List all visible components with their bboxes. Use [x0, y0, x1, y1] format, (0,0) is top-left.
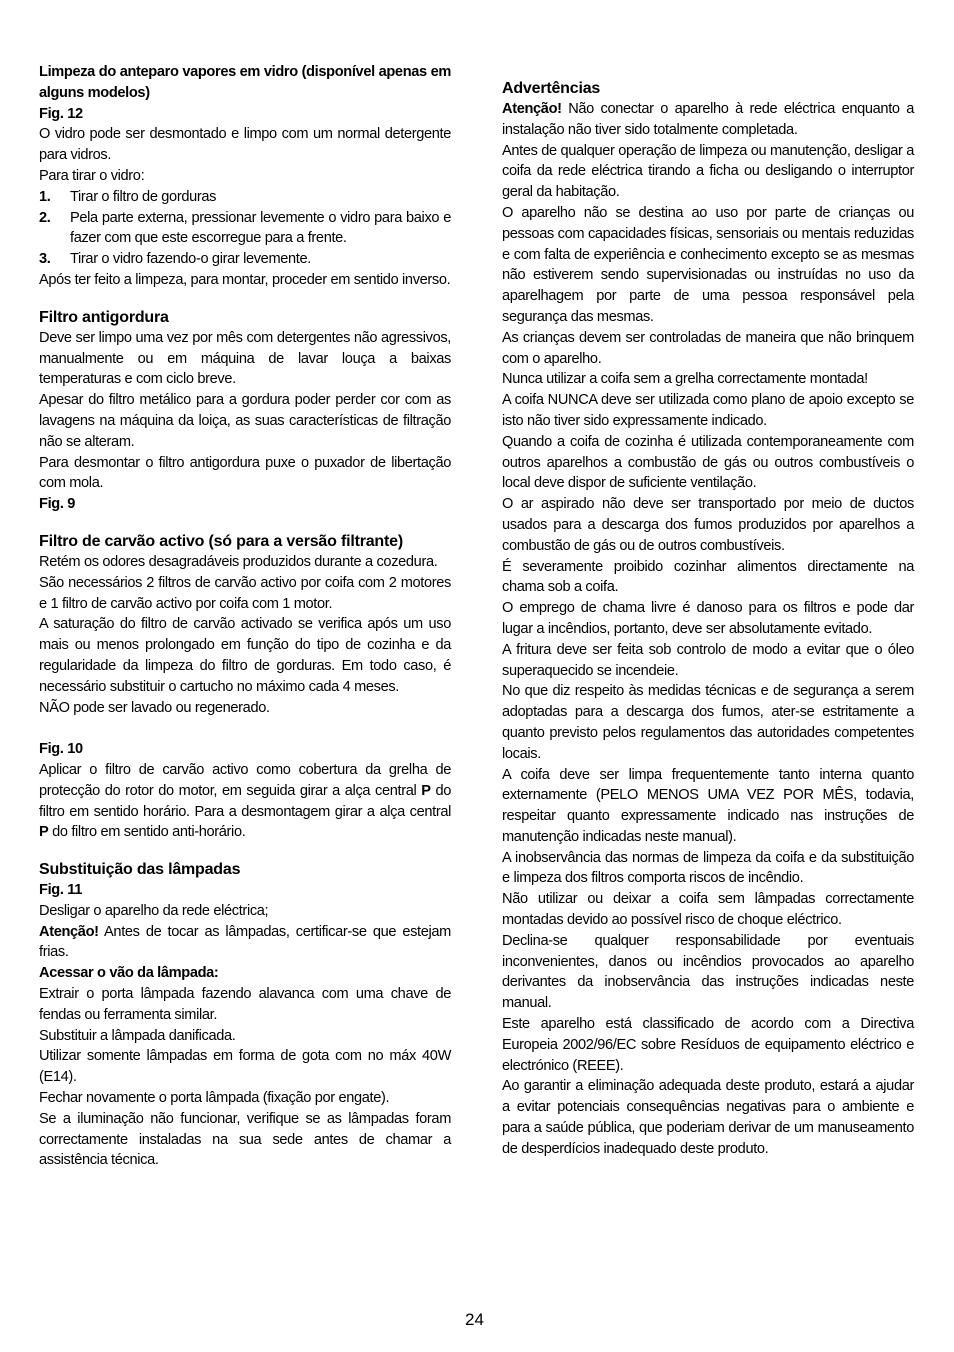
warning-paragraph: Declina-se qualquer responsabilidade por eventuais inconvenientes, danos ou incêndios provocados ao aparelho derivantes da inobservância das instruções indicadas neste manual. [502, 932, 914, 1012]
list-text: Tirar o filtro de gorduras [70, 188, 217, 205]
text-run: Aplicar o filtro de carvão activo como cobertura da grelha de protecção do rotor do motor, em seguida girar a alça central [39, 761, 451, 799]
warnings-list [502, 141, 914, 1160]
warning-paragraph: No que diz respeito às medidas técnicas e de segurança a serem adoptadas para a descarga dos fumos, ater-se estritamente a quanto previsto pelos regulamentos das autoridades competentes locais. [502, 683, 914, 762]
paragraph [502, 99, 914, 141]
warning-paragraph: A inobservância das normas de limpeza da coifa e da substituição e limpeza dos filtros comporta riscos de incêndio. [502, 849, 914, 887]
letter-p: P [421, 782, 431, 799]
paragraph: Se a iluminação não funcionar, verifique se as lâmpadas foram correctamente instaladas na sua sede antes de chamar a assistência técnica. [39, 1110, 451, 1169]
paragraph: São necessários 2 filtros de carvão activo por coifa com 2 motores e 1 filtro de carvão activo por coifa com 1 motor. [39, 574, 451, 612]
left-column [39, 62, 451, 1171]
paragraph: O vidro pode ser desmontado e limpo com um normal detergente para vidros. [39, 126, 451, 164]
section-title-carvao: Filtro de carvão activo (só para a versão filtrante) [39, 532, 403, 550]
list-number: 2. [39, 209, 51, 226]
paragraph: Fechar novamente o porta lâmpada (fixação por engate). [39, 1090, 390, 1107]
letter-p: P [39, 824, 49, 841]
warning-paragraph: Não utilizar ou deixar a coifa sem lâmpadas correctamente montadas devido ao possível risco de choque eléctrico. [502, 891, 914, 929]
paragraph: Retém os odores desagradáveis produzidos durante a cozedura. [39, 553, 438, 570]
warning-paragraph: A coifa deve ser limpa frequentemente tanto interna quanto externamente (PELO MENOS UMA VEZ POR MÊS, todavia, respeitar quanto expressamente indicado nas instruções de manutenção indicadas neste manual). [502, 766, 914, 845]
paragraph: Substituir a lâmpada danificada. [39, 1027, 236, 1044]
text-run: Antes de tocar as lâmpadas, certificar-se que estejam frias. [39, 923, 451, 961]
warning-paragraph: Quando a coifa de cozinha é utilizada contemporaneamente com outros aparelhos a combustão de gás ou outros combustíveis o local deve dispor de suficiente ventilação. [502, 433, 914, 492]
list-number: 3. [39, 251, 51, 268]
paragraph: NÃO pode ser lavado ou regenerado. [39, 699, 270, 716]
paragraph: Desligar o aparelho da rede eléctrica; [39, 902, 269, 919]
list-item [39, 208, 451, 250]
paragraph [39, 922, 451, 964]
text-run: Não conectar o aparelho à rede eléctrica enquanto a instalação não tiver sido totalmente completada. [502, 101, 914, 138]
warning-paragraph: O aparelho não se destina ao uso por parte de crianças ou pessoas com capacidades físicas, sensoriais ou mentais reduzidas e com falta de experiência e conhecimento excepto se as mesmas não estiverem sendo supervisionadas ou instruídas no uso da aparelhagem por parte de uma pessoa responsável pela segurança das mesmas. [502, 204, 914, 325]
fig-12-label: Fig. 12 [39, 105, 83, 122]
attention-label: Atenção! [39, 923, 99, 940]
page-number: 24 [465, 1310, 484, 1329]
section-title-advertencias: Advertências [502, 80, 601, 97]
warning-paragraph: As crianças devem ser controladas de maneira que não brinquem com o aparelho. [502, 329, 914, 367]
text-run: do filtro em sentido anti-horário. [48, 824, 246, 841]
right-column [502, 78, 914, 1160]
warning-paragraph: É severamente proibido cozinhar alimentos directamente na chama sob a coifa. [502, 558, 914, 596]
paragraph: Utilizar somente lâmpadas em forma de gota com no máx 40W (E14). [39, 1048, 451, 1086]
subheading: Acessar o vão da lâmpada: [39, 965, 219, 982]
warning-paragraph: Este aparelho está classificado de acordo com a Directiva Europeia 2002/96/EC sobre Resíduos de equipamento eléctrico e electrónico (REEE). [502, 1016, 914, 1074]
section-title-antigordura: Filtro antigordura [39, 308, 169, 326]
list-text: Tirar o vidro fazendo-o girar levemente. [70, 251, 311, 268]
paragraph [39, 760, 451, 843]
paragraph: Apesar do filtro metálico para a gordura poder perder cor com as lavagens na máquina da loiça, as suas características de filtração não se alteram. [39, 392, 451, 450]
warning-paragraph: A coifa NUNCA deve ser utilizada como plano de apoio excepto se isto não tiver sido expressamente indicado. [502, 392, 914, 429]
list-number: 1. [39, 188, 51, 205]
text-run: do filtro em sentido horário. Para a desmontagem girar a alça central [39, 782, 451, 820]
paragraph: Para desmontar o filtro antigordura puxe o puxador de libertação com mola. [39, 454, 451, 492]
fig-10-label: Fig. 10 [39, 741, 83, 758]
paragraph: Após ter feito a limpeza, para montar, proceder em sentido inverso. [39, 271, 451, 288]
warning-paragraph: Antes de qualquer operação de limpeza ou manutenção, desligar a coifa da rede eléctrica tirando a ficha ou desligando o interruptor geral da habitação. [502, 142, 915, 201]
warning-paragraph: O ar aspirado não deve ser transportado por meio de ductos usados para a descarga dos fumos produzidos por aparelhos a combustão de gás ou de outros combustíveis. [502, 496, 914, 554]
list-item [39, 187, 451, 208]
spacer [39, 718, 451, 739]
paragraph: Para tirar o vidro: [39, 167, 145, 184]
section-title-lampadas: Substituição das lâmpadas [39, 861, 241, 879]
paragraph: Extrair o porta lâmpada fazendo alavanca com uma chave de fendas ou ferramenta similar. [39, 986, 451, 1023]
warning-paragraph: O emprego de chama livre é danoso para os filtros e pode dar lugar a incêndios, portanto, deve ser absolutamente evitado. [502, 600, 914, 637]
fig-9-label: Fig. 9 [39, 496, 76, 513]
attention-label: Atenção! [502, 101, 562, 117]
warning-paragraph: A fritura deve ser feita sob controlo de modo a evitar que o óleo superaquecido se incendeie. [502, 641, 914, 679]
section-title-vidro: Limpeza do anteparo vapores em vidro (disponível apenas em alguns modelos) [39, 64, 451, 101]
list-text: Pela parte externa, pressionar levemente o vidro para baixo e fazer com que este escorregue para a frente. [70, 209, 451, 247]
fig-11-label: Fig. 11 [39, 882, 82, 899]
paragraph: A saturação do filtro de carvão activado se verifica após um uso mais ou menos prolongado em função do tipo de cozinha e da regularidade da limpeza do filtro de gorduras. Em todo caso, é necessário substituir o cartucho no máximo cada 4 meses. [39, 616, 451, 695]
warning-paragraph: Ao garantir a eliminação adequada deste produto, estará a ajudar a evitar potenciais consequências negativas para o ambiente e para a saúde pública, que poderiam derivar de um manuseamento de desperdícios inadequado deste produto. [502, 1078, 914, 1157]
paragraph: Deve ser limpo uma vez por mês com detergentes não agressivos, manualmente ou em máquina de lavar louça a baixas temperaturas e com ciclo breve. [39, 329, 451, 388]
warning-paragraph: Nunca utilizar a coifa sem a grelha correctamente montada! [502, 371, 868, 388]
list-item [39, 249, 451, 270]
